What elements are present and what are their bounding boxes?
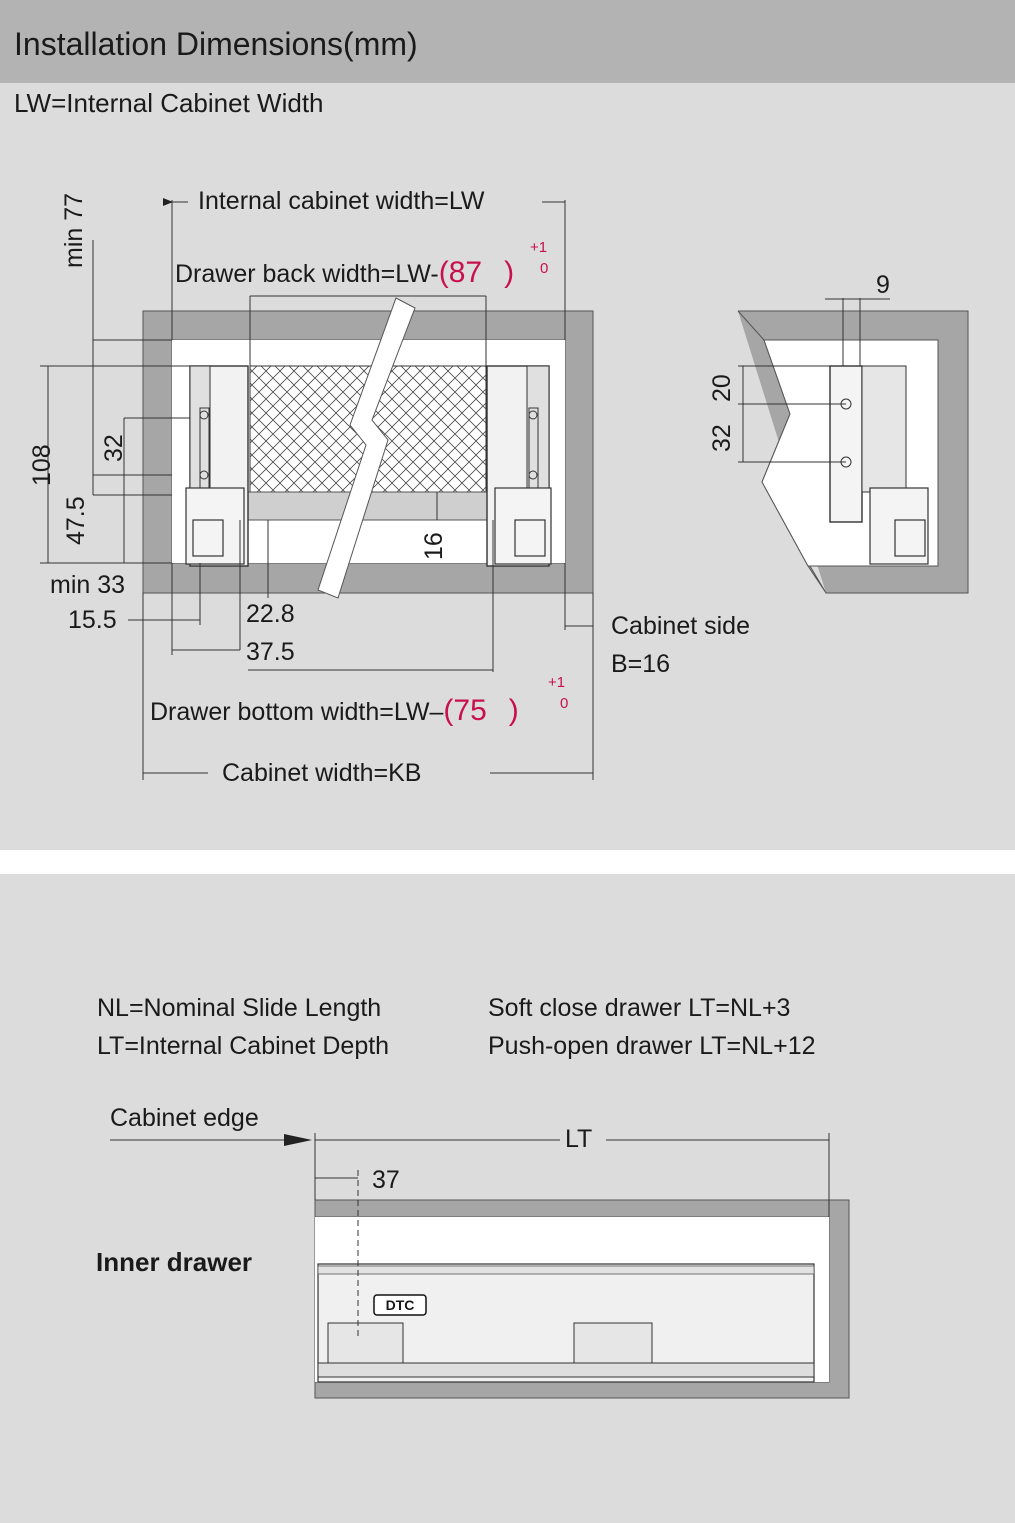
dim-20: 20 bbox=[708, 374, 736, 402]
bottom-width-label bbox=[150, 694, 519, 728]
dim-16: 16 bbox=[420, 532, 448, 560]
lt-label: LT bbox=[565, 1125, 593, 1153]
dim-min77: min 77 bbox=[60, 192, 88, 268]
front-cross-section bbox=[143, 298, 593, 598]
back-width-label bbox=[175, 256, 514, 290]
nl-definition: NL=Nominal Slide Length bbox=[97, 994, 382, 1022]
back-tol-plus: +1 bbox=[530, 239, 548, 256]
bottom-width-close: ) bbox=[508, 694, 519, 727]
dim-37: 37 bbox=[372, 1166, 400, 1194]
bottom-width-prefix: Drawer bottom width=LW bbox=[150, 698, 430, 726]
cabinet-side-b-label: B=16 bbox=[611, 650, 671, 678]
lw-definition: LW=Internal Cabinet Width bbox=[14, 88, 324, 118]
bottom-tol-plus: +1 bbox=[548, 674, 566, 691]
bottom-tol-minus: 0 bbox=[560, 695, 569, 712]
internal-width-label: Internal cabinet width=LW bbox=[198, 187, 485, 215]
dtc-logo: DTC bbox=[385, 1297, 415, 1313]
push-open-formula: Push-open drawer LT=NL+12 bbox=[488, 1032, 816, 1060]
bottom-width-dash: – bbox=[429, 698, 444, 726]
back-width-open: ( bbox=[438, 256, 449, 289]
lt-definition: LT=Internal Cabinet Depth bbox=[97, 1032, 390, 1060]
cabinet-width-label: Cabinet width=KB bbox=[222, 759, 422, 787]
side-detail bbox=[738, 298, 968, 593]
bottom-width-value: 75 bbox=[453, 694, 487, 727]
cabinet-side-label: Cabinet side bbox=[611, 612, 750, 640]
dim-32: 32 bbox=[100, 434, 128, 462]
back-tol-minus: 0 bbox=[540, 260, 549, 277]
page-title: Installation Dimensions(mm) bbox=[14, 26, 418, 62]
dim-32-side: 32 bbox=[708, 424, 736, 452]
dim-37-5: 37.5 bbox=[246, 638, 295, 666]
dim-15-5: 15.5 bbox=[68, 606, 117, 634]
back-width-value: 87 bbox=[448, 256, 483, 289]
dim-47-5: 47.5 bbox=[62, 496, 90, 545]
cabinet-edge-label: Cabinet edge bbox=[110, 1104, 259, 1132]
back-width-close: ) bbox=[504, 256, 515, 289]
back-width-prefix: Drawer back width=LW- bbox=[175, 260, 439, 288]
dim-108: 108 bbox=[28, 444, 56, 486]
dim-9: 9 bbox=[876, 271, 890, 299]
inner-drawer-label: Inner drawer bbox=[96, 1247, 253, 1277]
dim-min33: min 33 bbox=[50, 571, 126, 599]
soft-close-formula: Soft close drawer LT=NL+3 bbox=[488, 994, 791, 1022]
bottom-width-open: ( bbox=[443, 694, 454, 727]
dim-22-8: 22.8 bbox=[246, 600, 295, 628]
